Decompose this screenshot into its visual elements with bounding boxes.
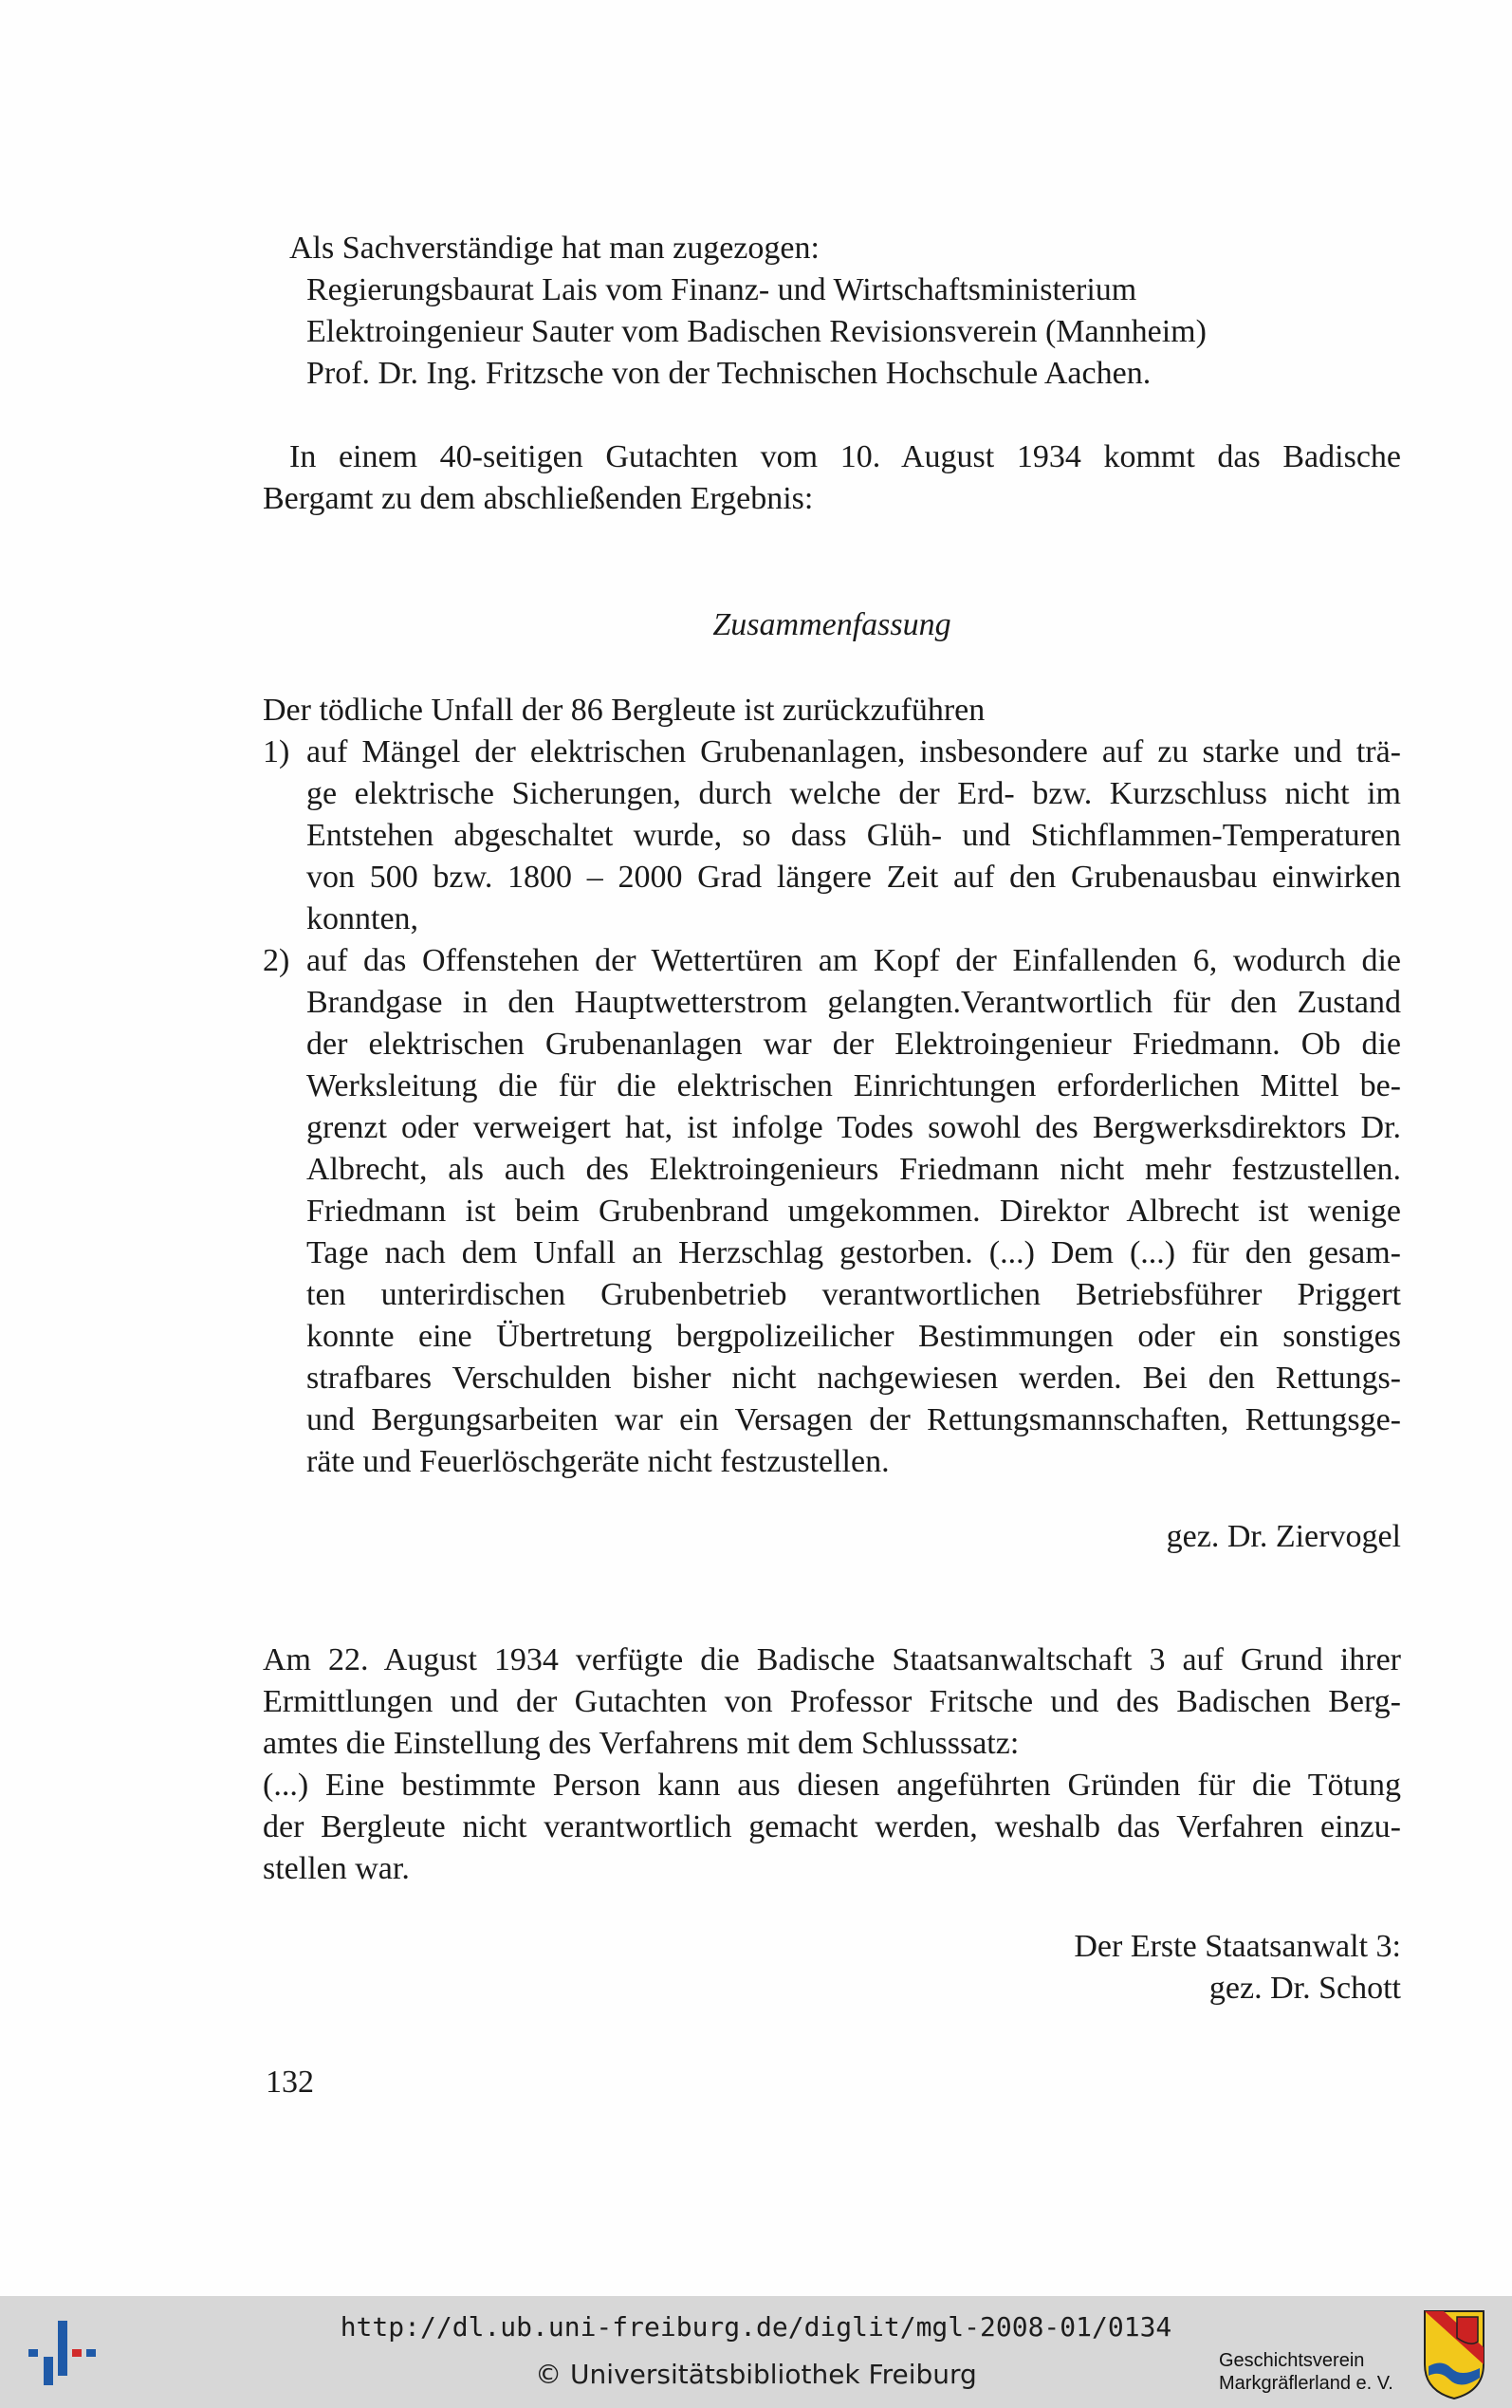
item-number: 1) <box>263 734 290 769</box>
expert-line: Elektroingenieur Sauter vom Badischen Revisionsverein (Mannheim) <box>306 314 1207 349</box>
text-line: auf das Offenstehen der Wettertüren am Kopf der Einfallenden 6, wodurch die <box>306 943 1401 978</box>
text-line: der Bergleute nicht verantwortlich gemacht werden, weshalb das Verfahren einzu- <box>263 1809 1401 1844</box>
text-line: und Bergungsarbeiten war ein Versagen der Rettungsmannschaften, Rettungsge- <box>306 1402 1401 1437</box>
society-crest-icon <box>1423 2309 1485 2400</box>
summary-title: Zusammenfassung <box>712 607 951 642</box>
experts-intro <box>263 228 1401 395</box>
verdict-paragraph <box>263 1639 1401 1890</box>
text-line: Entstehen abgeschaltet wurde, so dass Glüh- und Stichflammen-Temperaturen <box>306 818 1401 853</box>
text-line: Brandgase in den Hauptwetterstrom gelangten.Verantwortlich für den Zustand <box>306 985 1401 1020</box>
footer-copyright: © Universitätsbibliothek Freiburg <box>535 2359 977 2390</box>
summary-signature: gez. Dr. Ziervogel <box>1166 1519 1401 1554</box>
text-line: Ermittlungen und der Gutachten von Professor Fritsche und des Badischen Berg- <box>263 1684 1401 1719</box>
experts-heading: Als Sachverständige hat man zugezogen: <box>289 231 820 266</box>
signature-title: Der Erste Staatsanwalt 3: <box>1074 1929 1401 1964</box>
text-line: Albrecht, als auch des Elektroingenieurs Friedmann nicht mehr festzustellen. <box>306 1152 1401 1187</box>
footer-bar <box>0 2296 1512 2408</box>
expert-line: Prof. Dr. Ing. Fritzsche von der Technischen Hochschule Aachen. <box>306 356 1152 391</box>
text-line: konnte eine Übertretung bergpolizeilicher Bestimmungen oder ein sonstiges <box>306 1319 1401 1354</box>
society-line: Geschichtsverein <box>1219 2350 1365 2371</box>
footer-url-link[interactable]: http://dl.ub.uni-freiburg.de/diglit/mgl-2008-01/0134 <box>340 2311 1172 2343</box>
text-line: stellen war. <box>263 1851 410 1886</box>
signature-name: gez. Dr. Schott <box>1208 1971 1401 2006</box>
text-line: Friedmann ist beim Grubenbrand umgekommen. Direktor Albrecht ist wenige <box>306 1194 1401 1229</box>
society-line: Markgräflerland e. V. <box>1219 2373 1393 2394</box>
summary-lead: Der tödliche Unfall der 86 Bergleute ist zurückzuführen <box>263 693 986 728</box>
text-line: In einem 40-seitigen Gutachten vom 10. August 1934 kommt das Badische <box>289 439 1401 474</box>
text-line: auf Mängel der elektrischen Grubenanlagen, insbesondere auf zu starke und trä- <box>306 734 1401 769</box>
page-number: 132 <box>266 2065 314 2100</box>
text-line: der elektrischen Grubenanlagen war der Elektroingenieur Friedmann. Ob die <box>306 1027 1401 1062</box>
text-line: von 500 bzw. 1800 – 2000 Grad längere Zeit auf den Grubenausbau einwirken <box>306 860 1401 895</box>
society-name <box>1219 2349 1393 2395</box>
text-line: Bergamt zu dem abschließenden Ergebnis: <box>263 481 814 516</box>
text-line: ten unterirdischen Grubenbetrieb verantwortlichen Betriebsführer Priggert <box>306 1277 1401 1312</box>
text-line: Werksleitung die für die elektrischen Einrichtungen erforderlichen Mittel be- <box>306 1068 1401 1103</box>
text-line: konnten, <box>306 901 419 936</box>
text-line: Am 22. August 1934 verfügte die Badische Staatsanwaltschaft 3 auf Grund ihrer <box>263 1642 1401 1677</box>
text-line: strafbares Verschulden bisher nicht nachgewiesen werden. Bei den Rettungs- <box>306 1361 1401 1396</box>
prosecutor-signature <box>1074 1926 1401 2010</box>
summary-item <box>263 732 1401 940</box>
text-line: räte und Feuerlöschgeräte nicht festzustellen. <box>306 1444 890 1479</box>
summary-list <box>263 690 1401 1483</box>
text-line: Tage nach dem Unfall an Herzschlag gestorben. (...) Dem (...) für den gesam- <box>306 1235 1401 1270</box>
text-line: ge elektrische Sicherungen, durch welche der Erd- bzw. Kurzschluss nicht im <box>306 776 1401 811</box>
expert-line: Regierungsbaurat Lais vom Finanz- und Wirtschaftsministerium <box>306 272 1137 307</box>
text-line: (...) Eine bestimmte Person kann aus diesen angeführten Gründen für die Tötung <box>263 1768 1401 1803</box>
gutachten-paragraph <box>263 436 1401 520</box>
text-line: amtes die Einstellung des Verfahrens mit dem Schlusssatz: <box>263 1726 1020 1761</box>
summary-item <box>263 940 1401 1483</box>
text-line: grenzt oder verweigert hat, ist infolge Todes sowohl des Bergwerksdirektors Dr. <box>306 1110 1401 1145</box>
item-number: 2) <box>263 943 290 978</box>
